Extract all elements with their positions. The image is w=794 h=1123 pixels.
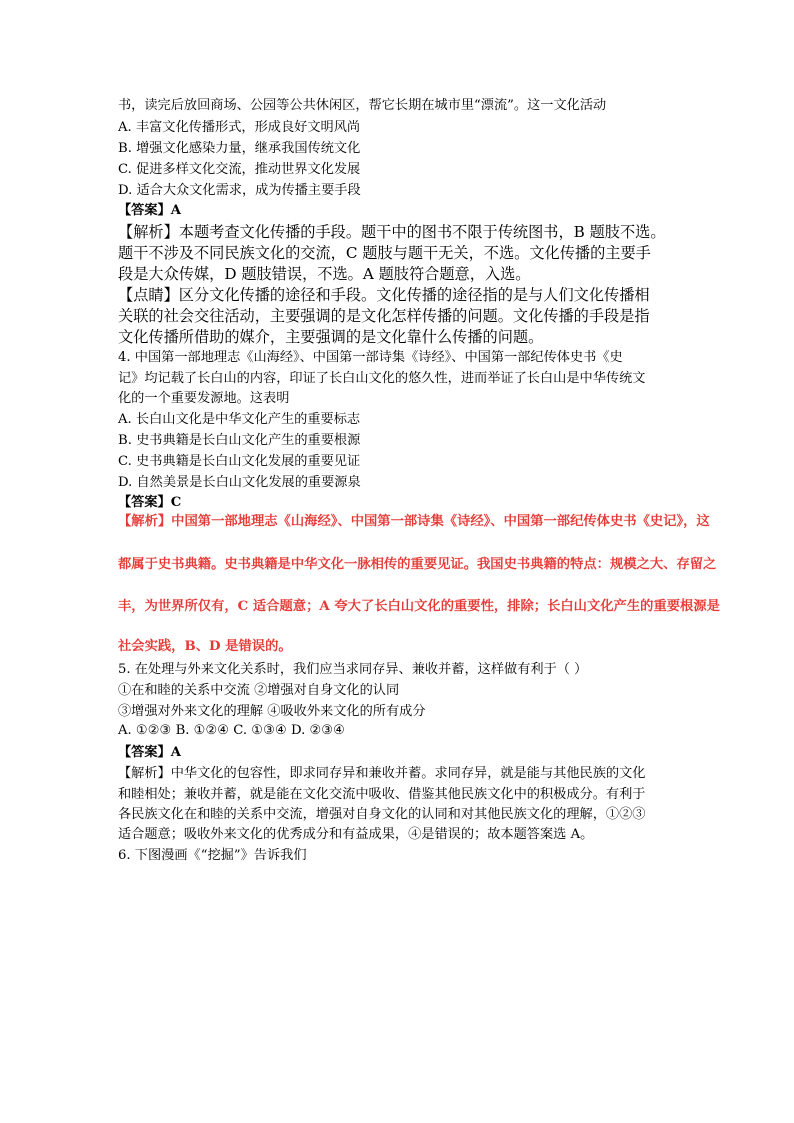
analysis-line: 段是大众传媒，D 题肢错误，不选。A 题肢符合题意，入选。 [118, 265, 531, 283]
question-4-line: 化的一个重要发源地。这表明 [118, 391, 290, 406]
answer-label: 【答案】A [118, 745, 181, 760]
analysis-line: 【解析】中华文化的包容性，即求同存异和兼收并蓄。求同存异，就是能与其他民族的文化 [118, 766, 646, 781]
choice-row: ①在和睦的关系中交流 ②增强对自身文化的认同 [118, 683, 400, 698]
question-4-line: 记》均记载了长白山的内容，印证了长白山文化的悠久性，进而举证了长白山是中华传统文 [118, 371, 646, 386]
option-b: B. 增强文化感染力量，继承我国传统文化 [118, 141, 361, 156]
option-d: D. 适合大众文化需求，成为传播主要手段 [118, 183, 361, 198]
question-5-line: 5. 在处理与外来文化关系时，我们应当求同存异、兼收并蓄，这样做有利于（ ） [118, 662, 588, 677]
answer-label: 【答案】C [118, 495, 182, 510]
red-analysis-line: 丰，为世界所仅有，C 适合题意；A 夸大了长白山文化的重要性，排除；长白山文化产生的重要根源是 [118, 599, 720, 614]
note-line: 【点睛】区分文化传播的途径和手段。文化传播的途径指的是与人们文化传播相 [118, 286, 650, 304]
choice-row: ③增强对外来文化的理解 ④吸收外来文化的所有成分 [118, 704, 426, 719]
red-analysis-line: 社会实践，B、D 是错误的。 [118, 639, 292, 654]
option-a: A. 长白山文化是中华文化产生的重要标志 [118, 412, 361, 427]
note-line: 关联的社会交往活动，主要强调的是文化怎样传播的问题。文化传播的手段是指 [118, 307, 650, 325]
question-4-line: 4. 中国第一部地理志《山海经》、中国第一部诗集《诗经》、中国第一部纪传体史书《史 [118, 350, 623, 365]
note-line: 文化传播所借助的媒介，主要强调的是文化靠什么传播的问题。 [118, 328, 544, 346]
analysis-line: 适合题意；吸收外来文化的优秀成分和有益成果，④是错误的；故本题答案选 A。 [118, 827, 594, 842]
red-analysis-line: 都属于史书典籍。史书典籍是中华文化一脉相传的重要见证。我国史书典籍的特点：规模之大、存留之 [118, 557, 717, 572]
question-6-line: 6. 下图漫画《“挖掘”》告诉我们 [118, 848, 307, 863]
analysis-line: 【解析】本题考查文化传播的手段。题干中的图书不限于传统图书，B 题肢不选。 [118, 223, 666, 241]
analysis-line: 各民族文化在和睦的关系中交流，增强对自身文化的认同和对其他民族文化的理解，①②③ [118, 807, 646, 822]
option-a: A. 丰富文化传播形式，形成良好文明风尚 [118, 120, 361, 135]
answer-label: 【答案】A [118, 203, 181, 218]
option-c: C. 促进多样文化交流，推动世界文化发展 [118, 162, 361, 177]
red-analysis-line: 【解析】中国第一部地理志《山海经》、中国第一部诗集《诗经》、中国第一部纪传体史书《史记》，这 [118, 514, 710, 529]
option-b: B. 史书典籍是长白山文化产生的重要根源 [118, 433, 361, 448]
option-c: C. 史书典籍是长白山文化发展的重要见证 [118, 454, 361, 469]
option-d: D. 自然美景是长白山文化发展的重要源泉 [118, 475, 361, 490]
text-line: 书，读完后放回商场、公园等公共休闲区，帮它长期在城市里“漂流”。这一文化活动 [118, 98, 607, 113]
analysis-line: 和睦相处；兼收并蓄，就是能在文化交流中吸收、借鉴其他民族文化中的积极成分。有利于 [118, 787, 646, 802]
answer-options-row: A. ①②③ B. ①②④ C. ①③④ D. ②③④ [118, 723, 345, 738]
analysis-line: 题干不涉及不同民族文化的交流，C 题肢与题干无关，不选。文化传播的主要手 [118, 244, 651, 262]
